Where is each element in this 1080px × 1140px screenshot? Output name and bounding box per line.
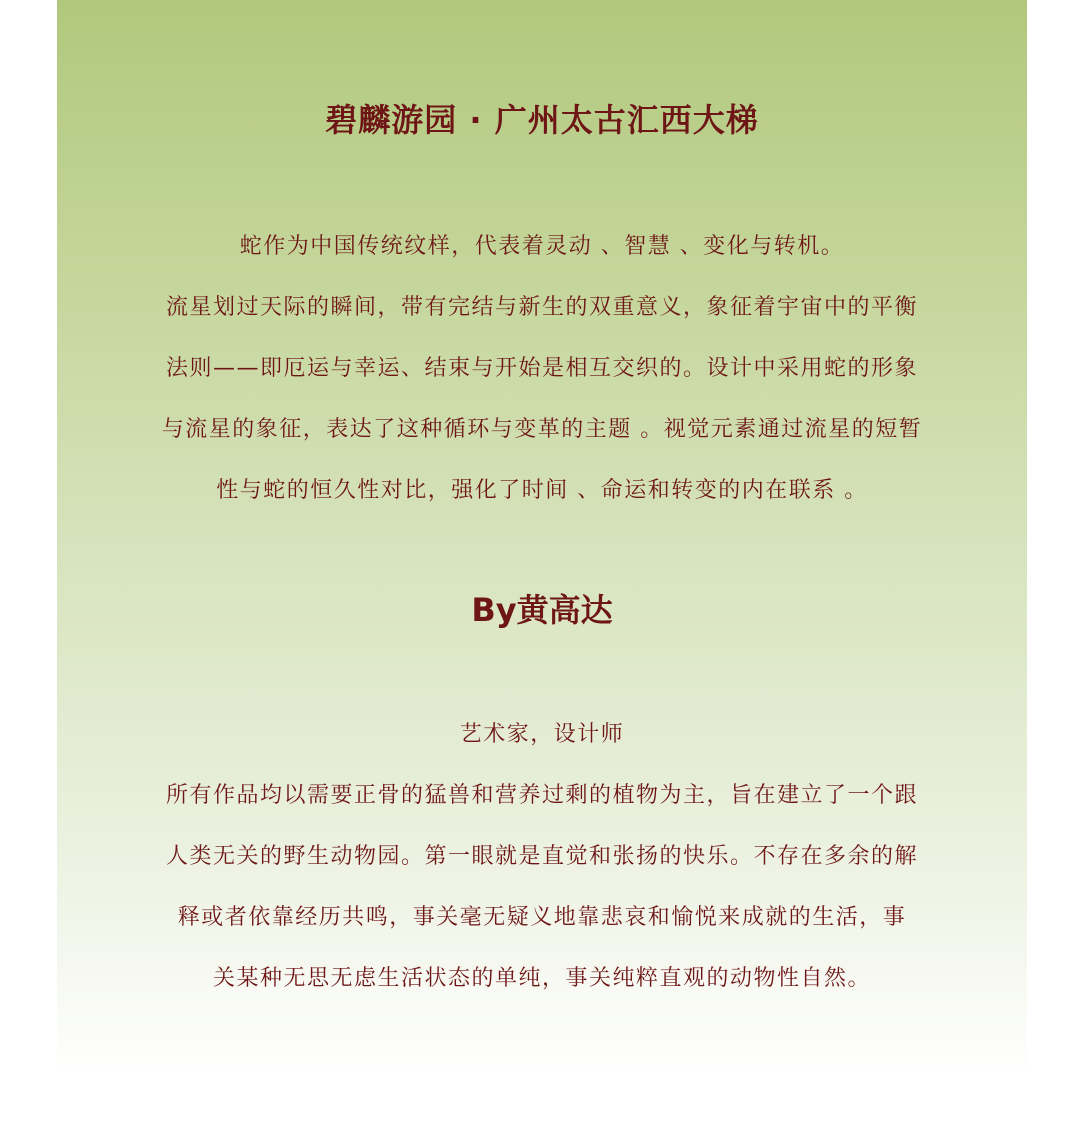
intro-line: 法则——即厄运与幸运、结束与开始是相互交织的。设计中采用蛇的形象 [165,356,918,381]
bio-line: 关某种无思无虑生活状态的单纯，事关纯粹直观的动物性自然。 [212,966,871,991]
bio-role: 艺术家，设计师 [459,722,625,747]
bio-line: 人类无关的野生动物园。第一眼就是直觉和张扬的快乐。不存在多余的解 [165,844,918,869]
intro-line: 蛇作为中国传统纹样，代表着灵动 、智慧 、变化与转机。 [239,234,845,259]
intro-line: 与流星的象征，表达了这种循环与变革的主题 。视觉元素通过流星的短暂 [161,417,923,442]
bio-line: 所有作品均以需要正骨的猛兽和营养过剩的植物为主，旨在建立了一个跟 [165,783,918,808]
bio-line: 释或者依靠经历共鸣，事关毫无疑义地靠悲哀和愉悦来成就的生活，事 [177,905,907,930]
intro-line: 性与蛇的恒久性对比，强化了时间 、命运和转变的内在联系 。 [216,478,868,503]
intro-line: 流星划过天际的瞬间，带有完结与新生的双重意义，象征着宇宙中的平衡 [165,295,918,320]
author-heading: By黄高达 [471,591,613,629]
content-panel [57,0,1027,1078]
page-title: 碧麟游园 · 广州太古汇西大梯 [325,101,759,139]
bio-paragraph [57,704,1027,1009]
intro-paragraph [57,216,1027,521]
